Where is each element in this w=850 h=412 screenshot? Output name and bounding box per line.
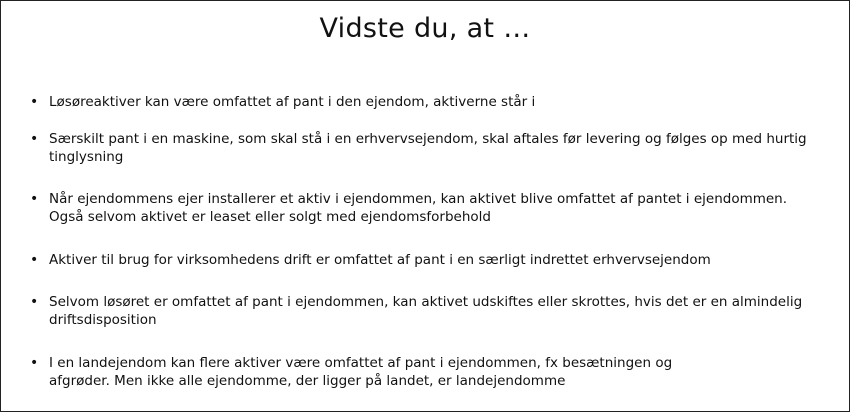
- list-item: [30, 251, 820, 269]
- list-item-text: Løsøreaktiver kan være omfattet af pant i den ejendom, aktiverne står i: [49, 94, 536, 110]
- list-item: [30, 130, 820, 166]
- list-item: [30, 293, 820, 329]
- list-item-text: I en landejendom kan flere aktiver være omfattet af pant i ejendommen, fx besætningen og afgrøder. Men ikke alle ejendomme, der ligger på landet, er landejendomme: [49, 355, 673, 389]
- list-item: [30, 190, 820, 226]
- bullet-icon: •: [30, 131, 39, 147]
- bullet-icon: •: [30, 94, 39, 110]
- slide-title: Vidste du, at …: [319, 13, 531, 44]
- bullet-icon: •: [30, 294, 39, 310]
- list-item: [30, 354, 820, 390]
- list-item-text: Særskilt pant i en maskine, som skal stå i en erhvervsejendom, skal aftales før levering og følges op med hurtig tinglysning: [49, 131, 807, 165]
- list-item-text: Når ejendommens ejer installerer et aktiv i ejendommen, kan aktivet blive omfattet af pantet i ejendommen. Også selvom aktivet er leaset eller solgt med ejendomsforbehold: [49, 191, 788, 225]
- list-item-text: Selvom løsøret er omfattet af pant i ejendommen, kan aktivet udskiftes eller skrottes, hvis det er en almindelig driftsdisposition: [49, 294, 803, 328]
- bullet-icon: •: [30, 252, 39, 268]
- list-item-text: Aktiver til brug for virksomhedens drift er omfattet af pant i en særligt indrettet erhvervsejendom: [49, 252, 711, 268]
- bullet-icon: •: [30, 191, 39, 207]
- bullet-icon: •: [30, 355, 39, 371]
- list-item: [30, 93, 820, 111]
